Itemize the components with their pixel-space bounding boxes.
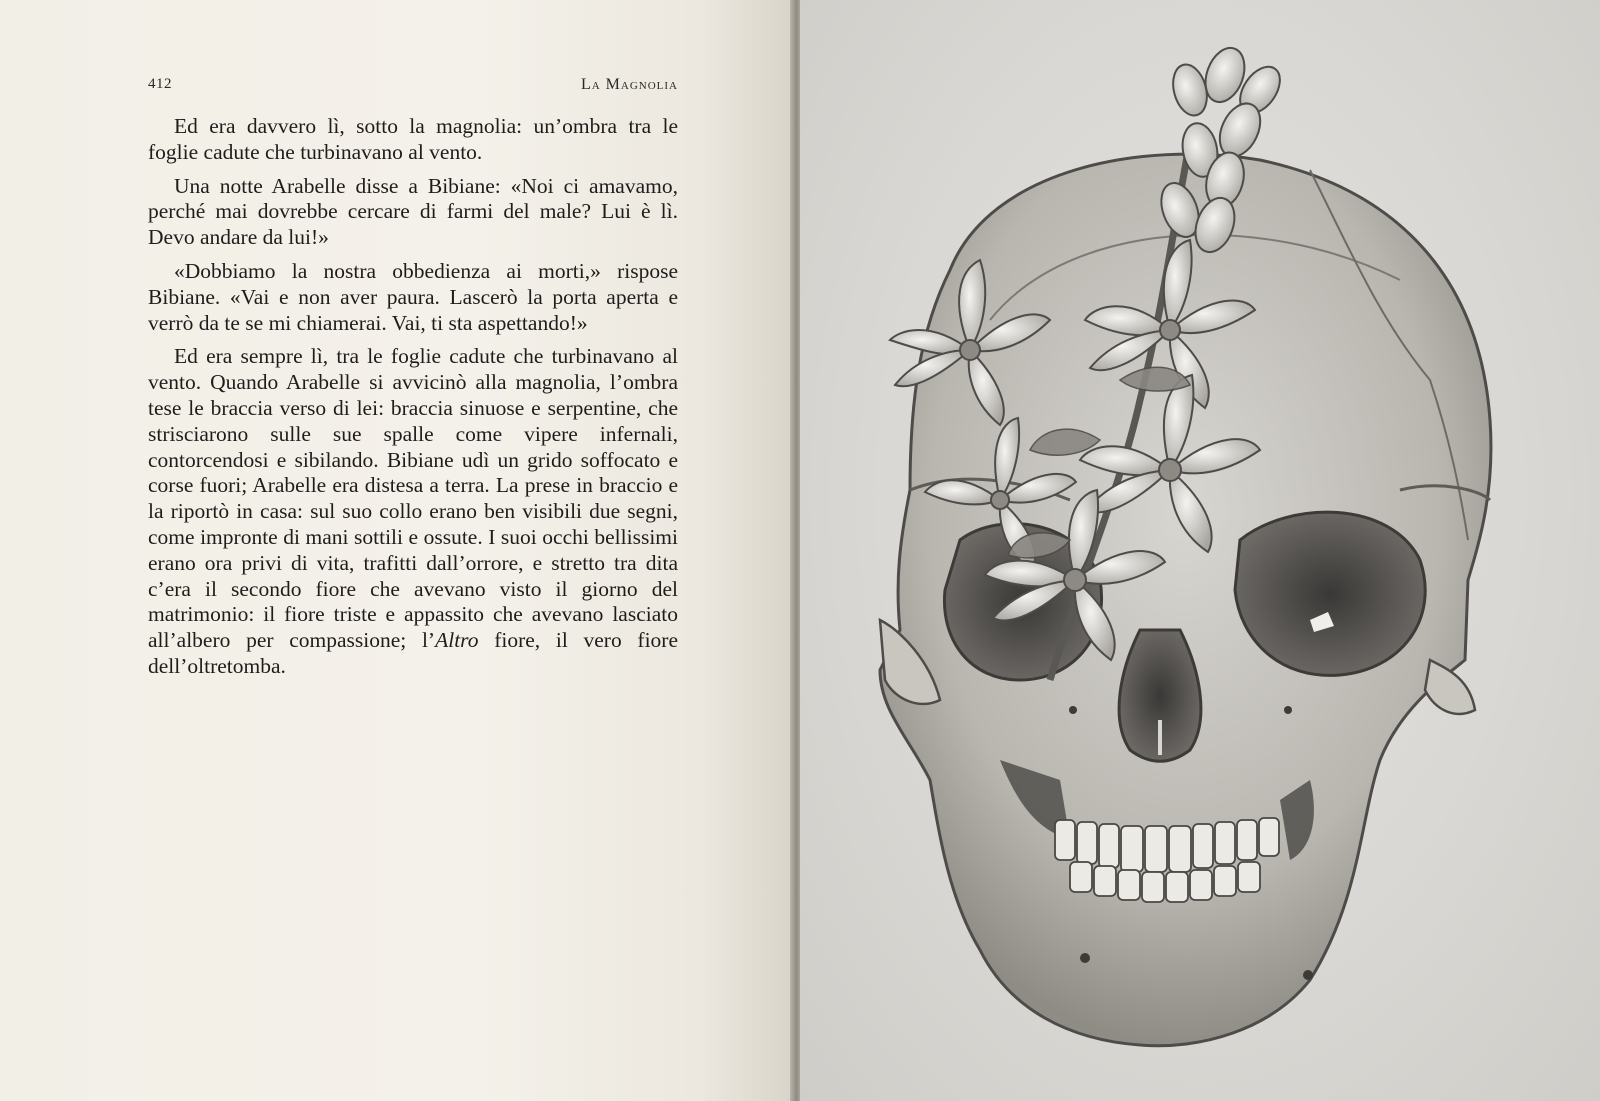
paragraph-4 [148, 344, 678, 679]
paragraph-4-italic: Altro [435, 628, 479, 653]
page-number: 412 [148, 76, 172, 92]
paragraph-1: Ed era davvero lì, sotto la magnolia: un’ombra tra le foglie cadute che turbinavano al vento. [148, 114, 678, 164]
paragraph-4-text-a: Ed era sempre lì, tra le foglie cadute che turbinavano al vento. Quando Arabelle si avvicinò alla magnolia, l’ombra tese le braccia verso di lei: braccia sinuose e serpentine, che strisciarono sulle sue spalle come vipere infernali, contorcendosi e sibilando. Bibiane udì un grido soffocato e corse fuori; Arabelle era distesa a terra. La prese in braccio e la riportò in casa: sul suo collo erano ben visibili due segni, come impronte di mani sottili e ossute. I suoi occhi bellissimi erano ora privi di vita, trafitti dall’orrore, e stretto tra dita c’era il secondo fiore che avevano visto il giorno del matrimonio: il fiore triste e appassito che avevano lasciato all’albero per compassione; l’ [148, 344, 678, 653]
running-head [148, 76, 678, 98]
teeth [1055, 818, 1279, 902]
paragraph-3: «Dobbiamo la nostra obbedienza ai morti,» rispose Bibiane. «Vai e non aver paura. Lascerò la porta aperta e verrò da te se mi chiamerai. Vai, ti sta aspettando!» [148, 258, 678, 335]
body-text [148, 114, 678, 680]
paragraph-2: Una notte Arabelle disse a Bibiane: «Noi ci amavamo, perché mai dovrebbe cercare di farmi del male? Lui è lì. Devo andare da lui!» [148, 173, 678, 250]
skull-flower-illustration [840, 20, 1560, 1080]
paragraph-4-text-b: fiore, il vero fiore dell’oltretomba. [148, 628, 678, 678]
skull-flower-drawing [840, 20, 1560, 1080]
chapter-heading: La Magnolia [580, 76, 678, 93]
left-page [0, 0, 795, 1101]
right-eye-socket [1235, 512, 1425, 675]
